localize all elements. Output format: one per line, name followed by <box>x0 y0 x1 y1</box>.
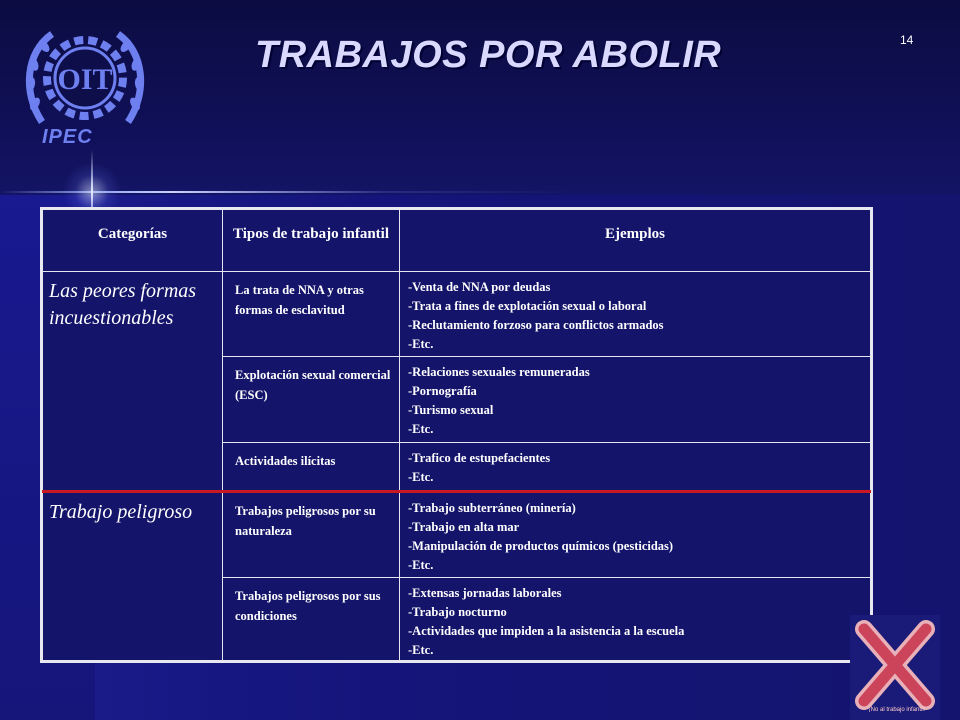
oit-logo-letters: OIT <box>57 63 113 96</box>
header-categorias: Categorías <box>43 210 223 272</box>
table-header-row <box>43 210 871 272</box>
category-trabajo-peligroso: Trabajo peligroso <box>43 492 223 661</box>
page-number: 14 <box>900 33 914 47</box>
ejemplos-cell <box>400 443 871 492</box>
tipo-cell: Trabajos peligrosos por sus condiciones <box>223 578 400 661</box>
ejemplo-item: -Trabajo en alta mar <box>408 520 520 534</box>
ejemplo-item: -Trabajo subterráneo (minería) <box>408 501 576 515</box>
tipo-cell: Actividades ilícitas <box>223 443 400 492</box>
ejemplos-cell <box>400 492 871 578</box>
slide-title: TRABAJOS POR ABOLIR <box>255 34 722 76</box>
ejemplo-item: -Etc. <box>408 558 434 572</box>
ejemplo-item: -Actividades que impiden a la asistencia a la escuela <box>408 624 685 638</box>
table-row <box>43 492 871 578</box>
ejemplo-item: -Etc. <box>408 337 434 351</box>
ejemplo-item: -Relaciones sexuales remuneradas <box>408 365 590 379</box>
ejemplo-item: -Etc. <box>408 470 434 484</box>
header-ejemplos: Ejemplos <box>400 210 871 272</box>
ejemplo-item: -Manipulación de productos químicos (pesticidas) <box>408 539 674 553</box>
category-peores-formas: Las peores formas incuestionables <box>43 272 223 492</box>
ejemplo-item: -Etc. <box>408 422 434 436</box>
ejemplo-item: -Reclutamiento forzoso para conflictos armados <box>408 318 664 332</box>
header-tipos: Tipos de trabajo infantil <box>223 210 400 272</box>
table-row <box>43 272 871 357</box>
tipo-cell: Trabajos peligrosos por su naturaleza <box>223 492 400 578</box>
horizontal-light-line <box>0 191 960 193</box>
ejemplo-item: -Extensas jornadas laborales <box>408 586 562 600</box>
ejemplos-cell <box>400 357 871 443</box>
ejemplo-item: -Venta de NNA por deudas <box>408 280 551 294</box>
ejemplo-item: -Turismo sexual <box>408 403 494 417</box>
ejemplo-item: -Pornografía <box>408 384 477 398</box>
ejemplo-item: -Etc. <box>408 643 434 657</box>
child-labor-grid <box>42 209 871 661</box>
ipec-logo-text: IPEC <box>42 126 93 148</box>
ejemplos-cell <box>400 272 871 357</box>
no-child-labor-x-icon <box>850 615 940 720</box>
badge-caption: ¡No al trabajo infantil! <box>868 707 926 713</box>
ejemplo-item: -Trabajo nocturno <box>408 605 507 619</box>
child-labor-table <box>40 207 873 663</box>
tipo-cell: La trata de NNA y otras formas de esclavitud <box>223 272 400 357</box>
ejemplo-item: -Trafico de estupefacientes <box>408 451 551 465</box>
ejemplo-item: -Trata a fines de explotación sexual o laboral <box>408 299 647 313</box>
ejemplos-cell <box>400 578 871 661</box>
tipo-cell: Explotación sexual comercial (ESC) <box>223 357 400 443</box>
